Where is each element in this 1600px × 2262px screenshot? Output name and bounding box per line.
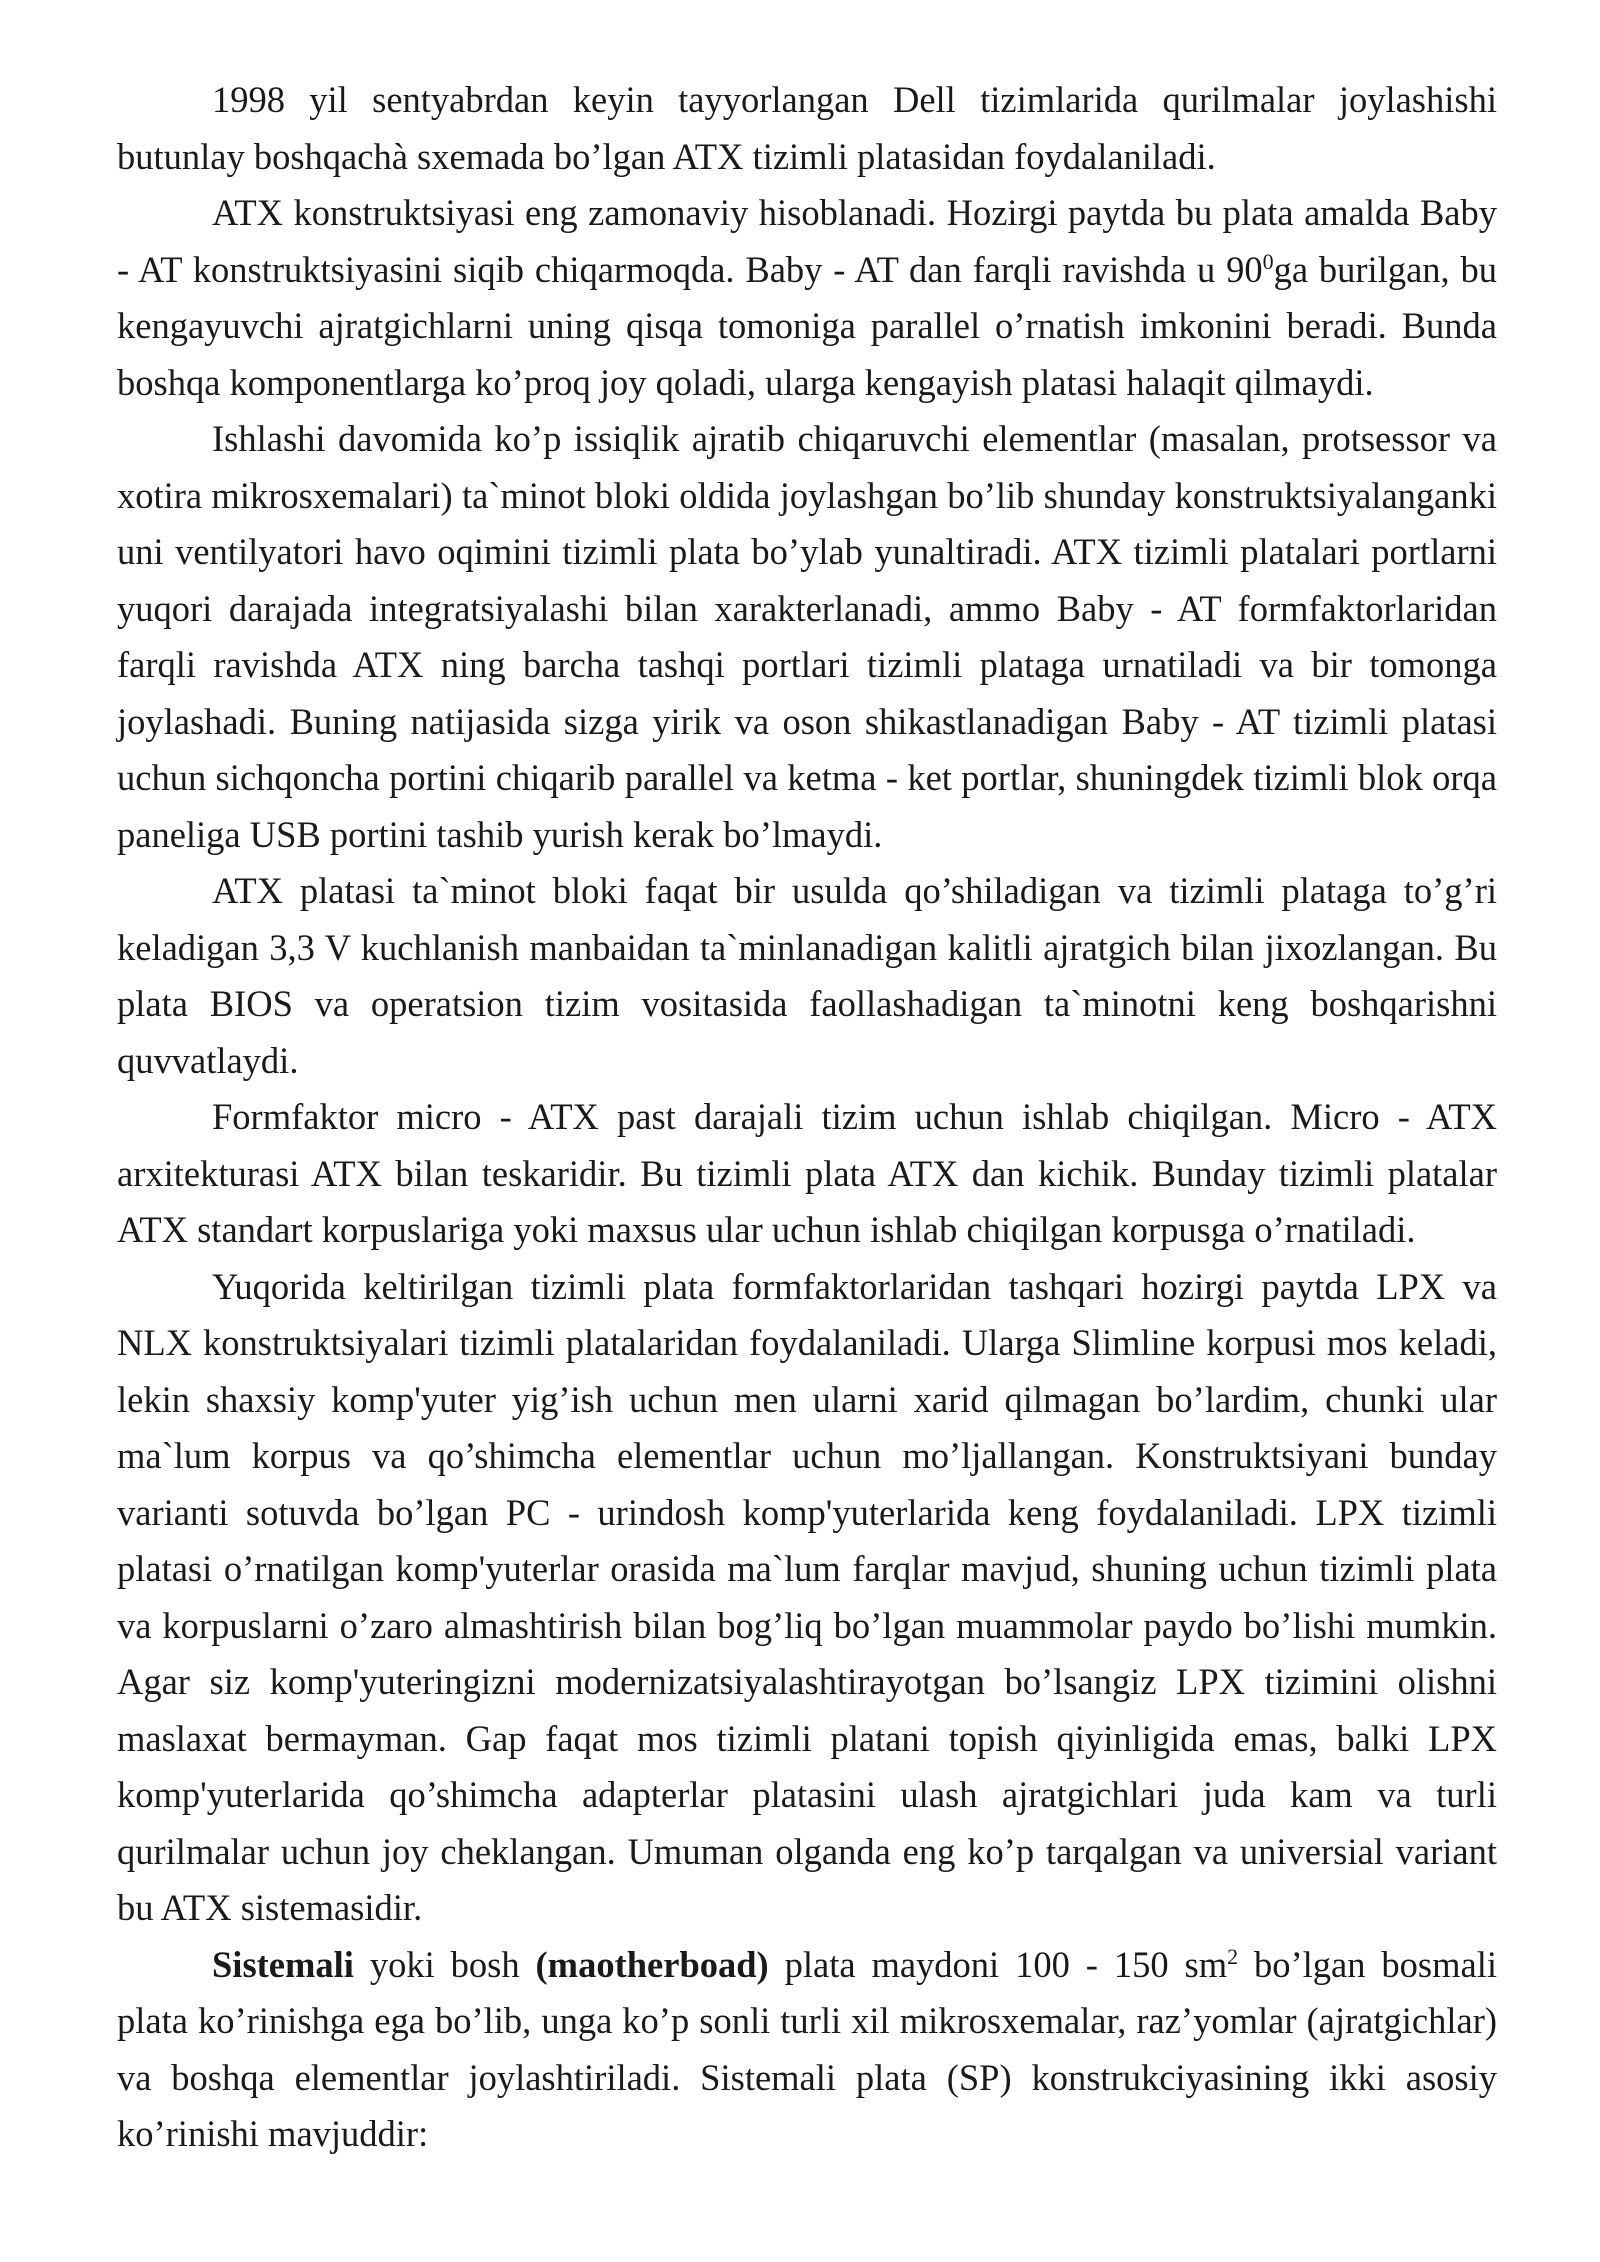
paragraph-lpx-nlx (117, 1259, 1497, 1937)
paragraph-dell-atx (117, 72, 1497, 185)
paragraph-atx-power (117, 863, 1497, 1089)
paragraph-micro-atx (117, 1089, 1497, 1259)
paragraph-text: plata maydoni 100 - 150 sm (768, 1943, 1228, 1985)
paragraph-motherboard (117, 1937, 1497, 2163)
paragraph-text: ATX konstruktsiyasi eng zamonaviy hisoblanadi. Hozirgi paytda bu plata amalda Baby - AT konstruktsiyasini siqib chiqarmoqda. Baby - AT dan farqli ravishda u 90 (117, 192, 1497, 290)
paragraph-text: yoki bosh (353, 1943, 536, 1985)
paragraph-text: 1998 yil sentyabrdan keyin tayyorlangan Dell tizimlarida qurilmalar joylashishi butunlay boshqachà sxemada bo’lgan ATX tizimli platasidan foydalaniladi. (117, 79, 1497, 177)
squared-superscript: 2 (1227, 1943, 1239, 1969)
paragraph-atx-construction (117, 185, 1497, 411)
paragraph-text: bo’lgan bosmali plata ko’rinishga ega bo’lib, unga ko’p sonli turli xil mikrosxemalar, raz’yomlar (ajratgichlar) va boshqa elementlar joylashtiriladi. Sistemali plata (SP) konstrukciyasining ikki asosiy ko’rinishi mavjuddir: (117, 1943, 1497, 2154)
paragraph-heat-elements (117, 411, 1497, 863)
paragraph-text: ga burilgan, bu kengayuvchi ajratgichlarni uning qisqa tomoniga parallel o’rnatish imkonini beradi. Bunda boshqa komponentlarga ko’proq joy qoladi, ularga kengayish platasi halaqit qilmaydi. (117, 248, 1497, 403)
term-sistemali: Sistemali (212, 1943, 354, 1985)
document-page (117, 72, 1497, 2163)
paragraph-text: Formfaktor micro - ATX past darajali tizim uchun ishlab chiqilgan. Micro - ATX arxitekturasi ATX bilan teskaridir. Bu tizimli plata ATX dan kichik. Bunday tizimli platalar ATX standart korpuslariga yoki maxsus ular uchun ishlab chiqilgan korpusga o’rnatiladi. (117, 1096, 1497, 1250)
paragraph-text: Ishlashi davomida ko’p issiqlik ajratib chiqaruvchi elementlar (masalan, protsessor va xotira mikrosxemalari) ta`minot bloki oldida joylashgan bo’lib shunday konstruktsiyalanganki uni ventilyatori havo oqimini tizimli plata bo’ylab yunaltiradi. ATX tizimli platalari portlarni yuqori darajada integratsiyalashi bilan xarakterlanadi, ammo Baby - AT formfaktorlaridan farqli ravishda ATX ning barcha tashqi portlari tizimli plataga urnatiladi va bir tomonga joylashadi. Buning natijasida sizga yirik va oson shikastlanadigan Baby - AT tizimli platasi uchun sichqoncha portini chiqarib parallel va ketma - ket portlar, shuningdek tizimli blok orqa paneliga USB portini tashib yurish kerak bo’lmaydi. (117, 418, 1497, 855)
paragraph-text: ATX platasi ta`minot bloki faqat bir usulda qo’shiladigan va tizimli plataga to’g’ri keladigan 3,3 V kuchlanish manbaidan ta`minlanadigan kalitli ajratgich bilan jixozlangan. Bu plata BIOS va operatsion tizim vositasida faollashadigan ta`minotni keng boshqarishni quvvatlaydi. (117, 870, 1497, 1081)
paragraph-text: Yuqorida keltirilgan tizimli plata formfaktorlaridan tashqari hozirgi paytda LPX va NLX konstruktsiyalari tizimli platalaridan foydalaniladi. Ularga Slimline korpusi mos keladi, lekin shaxsiy komp'yuter yig’ish uchun men ularni xarid qilmagan bo’lardim, chunki ular ma`lum korpus va qo’shimcha elementlar uchun mo’ljallangan. Konstruktsiyani bunday varianti sotuvda bo’lgan PC - urindosh komp'yuterlarida keng foydalaniladi. LPX tizimli platasi o’rnatilgan komp'yuterlar orasida ma`lum farqlar mavjud, shuning uchun tizimli plata va korpuslarni o’zaro almashtirish bilan bog’liq bo’lgan muammolar paydo bo’lishi mumkin. Agar siz komp'yuteringizni modernizatsiyalashtirayotgan bo’lsangiz LPX tizimini olishni maslaxat bermayman. Gap faqat mos tizimli platani topish qiyinligida emas, balki LPX komp'yuterlarida qo’shimcha adapterlar platasini ulash ajratgichlari juda kam va turli qurilmalar uchun joy cheklangan. Umuman olganda eng ko’p tarqalgan va universial variant bu ATX sistemasidir. (117, 1265, 1497, 1928)
degree-superscript: 0 (1262, 248, 1274, 274)
term-motherboard: (maotherboad) (535, 1943, 769, 1985)
